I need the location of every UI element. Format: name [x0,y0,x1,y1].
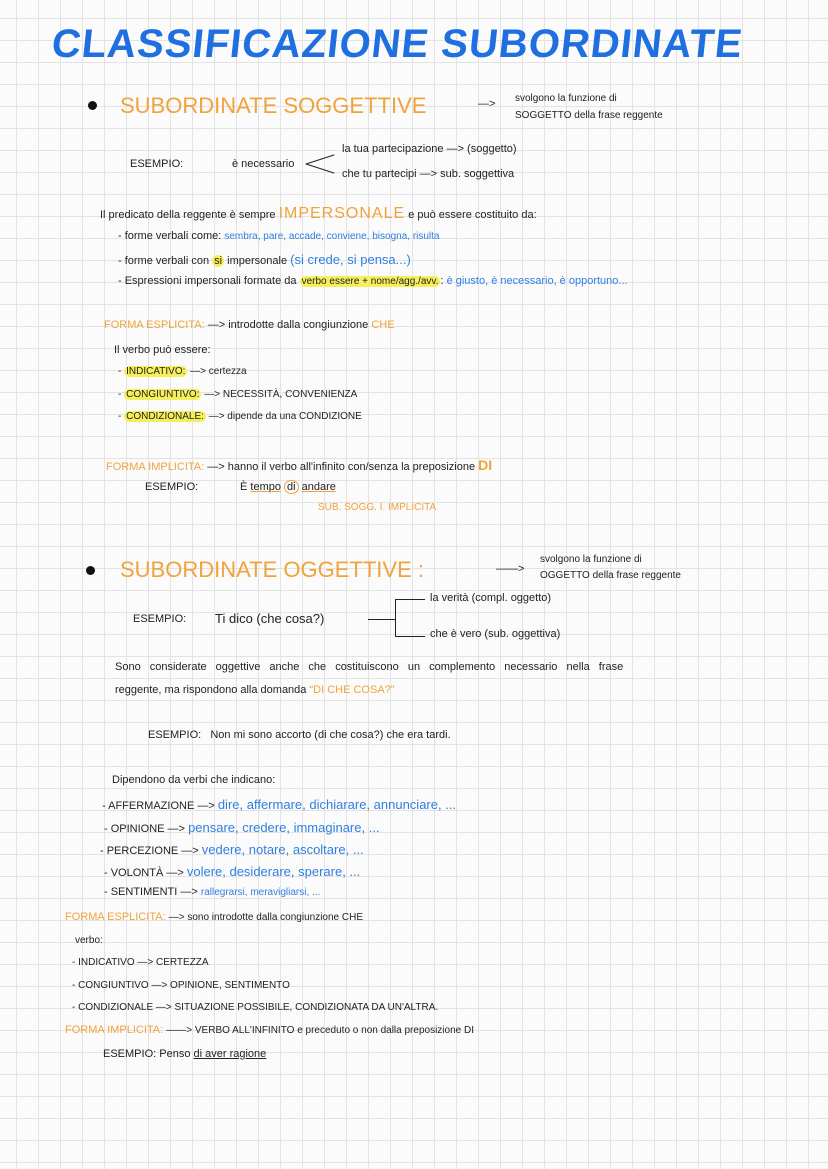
definition-line: SOGGETTO della frase reggente [515,110,663,121]
branch-line [306,154,335,164]
section-text: —> sono introdotte dalla congiunzione CHE [168,912,364,923]
arrow: —> [478,98,496,110]
item-label: - forme verbali con [118,255,210,267]
example-word: È [240,481,248,493]
section-heading: FORMA ESPLICITA: [104,319,205,331]
section-text: ——> VERBO ALL'INFINITO e preceduto o non dalla preposizione DI [166,1025,474,1036]
keyword: DI [478,457,493,473]
verb-examples: dire, affermare, dichiarare, annunciare, ... [217,797,457,812]
verb-type-label: - OPINIONE —> [104,823,185,835]
forma-esplicita [65,911,363,923]
example [103,1048,266,1060]
example-branch: che tu partecipi —> sub. soggettiva [342,168,515,180]
bullet-icon [86,566,95,575]
example-branch: che è vero (sub. oggettiva) [430,628,561,640]
example-word: andare [301,481,336,493]
mood-item: - INDICATIVO —> CERTEZZA [72,957,209,968]
predicate-item [118,275,628,287]
verb-type-label: - SENTIMENTI —> [104,886,198,898]
forma-implicita [106,457,492,473]
example-2 [148,729,451,741]
bracket-line [395,636,425,637]
note-text: reggente, ma rispondono alla domanda [115,684,307,696]
colon: : [440,275,444,287]
example-label: ESEMPIO: [103,1048,157,1060]
bullet-icon [88,101,97,110]
item-label: - forme verbali come: [118,230,222,242]
example-word: Penso [159,1048,191,1060]
definition-line: OGGETTO della frase reggente [540,570,681,581]
section-heading: FORMA IMPLICITA: [106,461,205,473]
example-label: ESEMPIO: [148,729,202,741]
mood-meaning: —> dipende da una CONDIZIONE [208,411,362,422]
arrow: ——> [496,563,525,575]
section-text: —> hanno il verbo all'infinito con/senza la preposizione [207,461,476,473]
item-label: - Espressioni impersonali formate da [118,275,297,287]
verb-examples: rallegrarsi, meravigliarsi, ... [200,887,321,898]
note-question: “DI CHE COSA?” [309,684,395,696]
highlight: verbo essere + nome/agg./avv. [301,276,439,287]
mood: CONGIUNTIVO: [126,389,200,400]
predicate-intro [100,205,537,223]
mood-meaning: —> certezza [190,366,247,377]
verb-examples: pensare, credere, immaginare, ... [188,820,380,835]
item-label: impersonale [227,255,288,267]
example-branch: la tua partecipazione —> (soggetto) [342,143,517,155]
verb-type-label: - AFFERMAZIONE —> [102,800,215,812]
example-label: ESEMPIO: [133,613,187,625]
example-main: Ti dico (che cosa?) [215,611,325,626]
forma-esplicita [104,319,395,331]
example-word: di aver ragione [193,1048,267,1060]
section-heading: FORMA ESPLICITA: [65,911,166,923]
example-label: ESEMPIO: [145,481,199,493]
verb-examples: vedere, notare, ascoltare, ... [201,842,364,857]
mood-item: - INDICATIVO: —> certezza [118,366,247,377]
predicate-text: e può essere costituito da: [408,209,537,221]
heading-soggettive: SUBORDINATE SOGGETTIVE [120,93,427,118]
example-word: di [284,480,299,494]
predicate-item [118,252,411,267]
item-examples: è giusto, è necessario, è opportuno... [446,275,628,287]
mood-item: - CONGIUNTIVO: —> NECESSITÀ, CONVENIENZA [118,389,358,400]
section-heading: FORMA IMPLICITA: [65,1024,164,1036]
bracket-line [368,619,395,620]
predicate-item [118,230,440,242]
note-line [115,684,394,696]
example-label: ESEMPIO: [130,158,184,170]
mood-meaning: —> NECESSITÀ, CONVENIENZA [204,389,358,400]
keyword: CHE [371,319,395,331]
definition-line: svolgono la funzione di [540,554,642,565]
verb-type [104,864,360,879]
highlight: si [214,255,223,267]
mood-item: - CONGIUNTIVO —> OPINIONE, SENTIMENTO [72,980,290,991]
mood-item: - CONDIZIONALE: —> dipende da una CONDIZIONE [118,411,362,422]
mood: CONDIZIONALE: [126,411,204,422]
example-main: è necessario [232,158,295,170]
bracket-line [395,599,396,637]
example-word: tempo [250,481,281,493]
heading-oggettive: SUBORDINATE OGGETTIVE : [120,557,424,582]
verb-type [104,820,380,835]
keyword: IMPERSONALE [278,205,406,222]
verb-examples: volere, desiderare, sperare, ... [186,864,361,879]
item-examples: (si crede, si pensa...) [290,252,411,267]
verb-intro: Il verbo può essere: [114,344,211,356]
mood-item: - CONDIZIONALE —> SITUAZIONE POSSIBILE, CONDIZIONATA DA UN'ALTRA. [72,1002,439,1013]
verbs-intro: Dipendono da verbi che indicano: [112,774,276,786]
page-title: CLASSIFICAZIONE SUBORDINATE [49,22,746,66]
definition-line: svolgono la funzione di [515,93,617,104]
verb-type [104,886,320,898]
annotation: SUB. SOGG. I. IMPLICITA [318,502,437,513]
example-text: Non mi sono accorto (di che cosa?) che era tardi. [210,729,451,741]
verb-type [102,797,456,812]
item-examples: sembra, pare, accade, conviene, bisogna, risulta [224,231,440,242]
branch-line [306,163,335,173]
mood: INDICATIVO: [126,366,186,377]
predicate-text: Il predicato della reggente è sempre [100,209,276,221]
example-sentence [240,481,336,493]
section-text: —> introdotte dalla congiunzione [207,319,369,331]
verb-label: verbo: [75,935,103,946]
verb-type-label: - PERCEZIONE —> [100,845,199,857]
verb-type-label: - VOLONTÀ —> [104,867,184,879]
forma-implicita [65,1024,474,1036]
bracket-line [395,599,425,600]
verb-type [100,842,364,857]
example-branch: la verità (compl. oggetto) [430,592,552,604]
note-line: Sono considerate oggettive anche che costituiscono un complemento necessario nella frase [115,661,624,673]
